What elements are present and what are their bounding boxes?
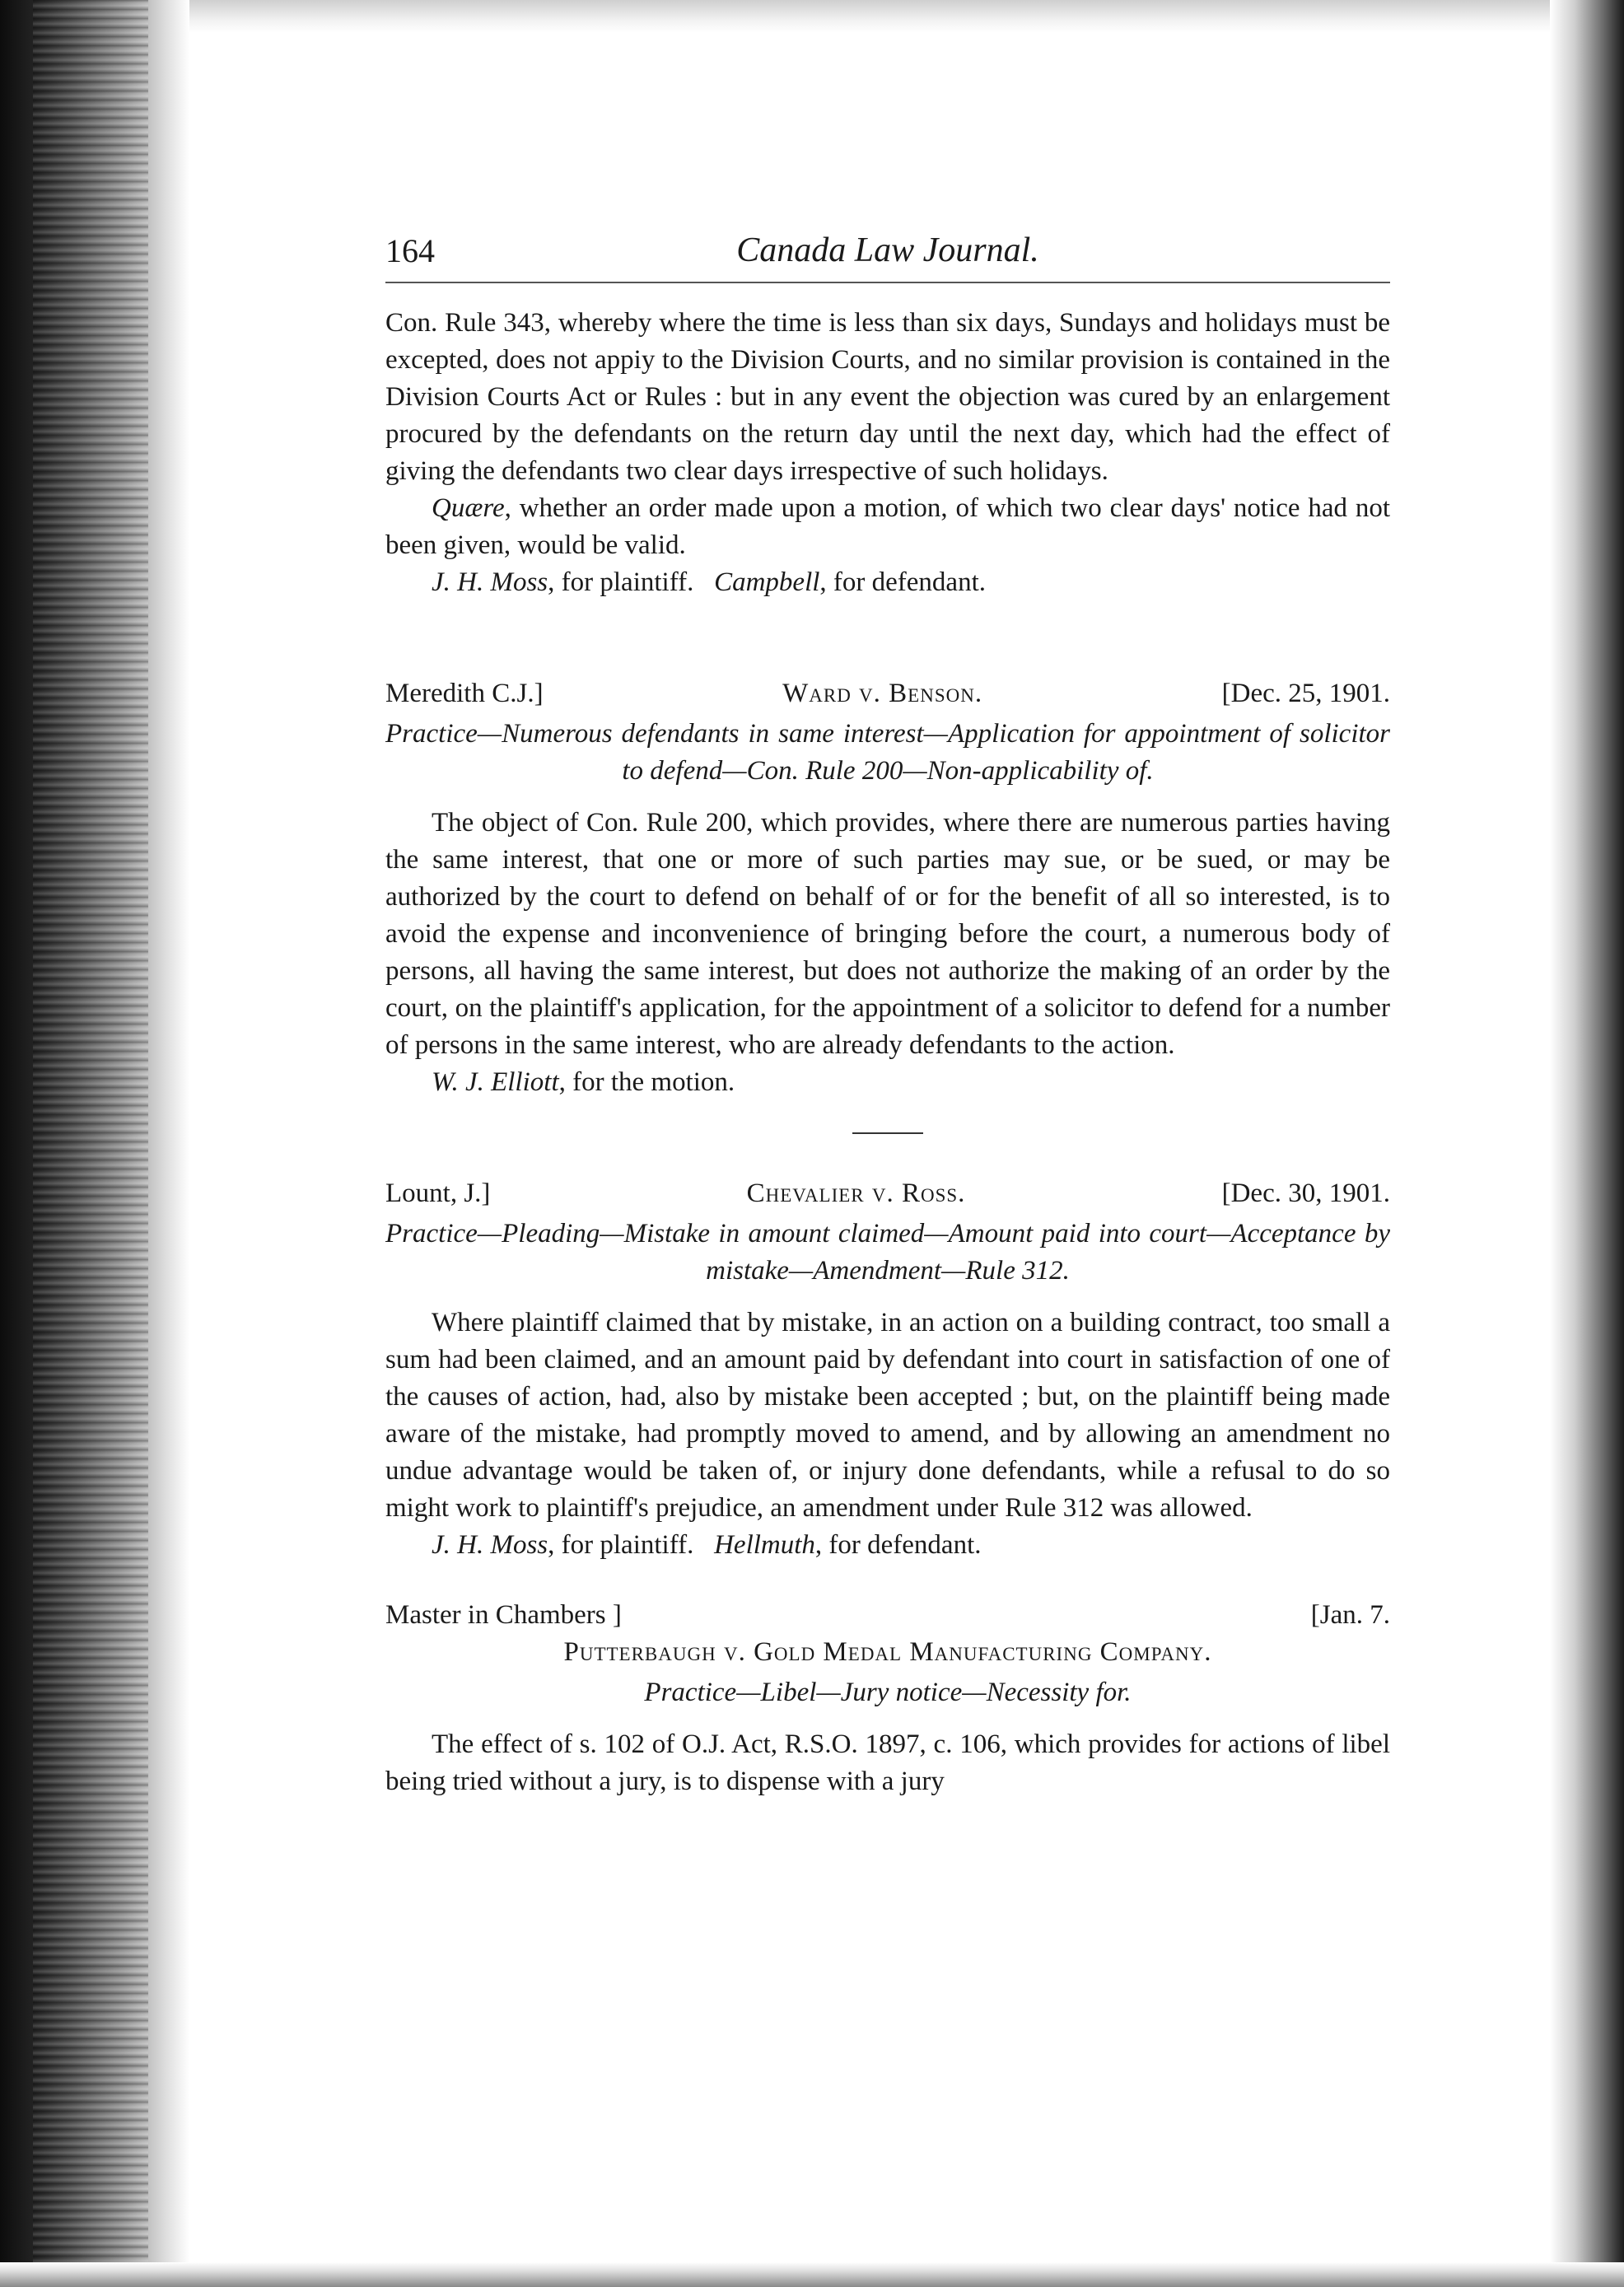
section-gap bbox=[385, 1564, 1390, 1597]
defendant-role: , for defendant. bbox=[819, 567, 986, 597]
counsel-line bbox=[385, 1064, 1390, 1101]
case-body: The object of Con. Rule 200, which provides, where there are numerous parties having the same interest, that one or more of such parties may sue, or be sued, or may be authorized by the court to defend on behalf of or for the benefit of all so interested, is to avoid the expense and inconvenience of bringing before the court, a numerous body of persons, all having the same interest, but does not authorize the making of an order by the court, on the plaintiff's application, for the appointment of a solicitor to defend for a number of persons in the same interest, who are already defendants to the action. bbox=[385, 808, 1390, 1060]
defendant-counsel: Hellmuth bbox=[714, 1530, 815, 1560]
case-heading bbox=[385, 675, 1390, 712]
quaere-paragraph bbox=[385, 490, 1390, 564]
case-date: [Jan. 7. bbox=[1310, 1600, 1390, 1630]
quaere-word: Quære bbox=[432, 493, 505, 523]
journal-page bbox=[385, 232, 1390, 1800]
motion-counsel: W. J. Elliott bbox=[432, 1067, 559, 1097]
journal-title: Canada Law Journal. bbox=[736, 231, 1039, 269]
case-title: Putterbaugh v. Gold Medal Manufacturing Company. bbox=[563, 1637, 1212, 1667]
case-judge: Master in Chambers ] bbox=[385, 1600, 622, 1630]
plaintiff-counsel: J. H. Moss bbox=[432, 1530, 548, 1560]
counsel-line bbox=[385, 1527, 1390, 1564]
running-head bbox=[385, 232, 1390, 282]
case-body: Where plaintiff claimed that by mistake, in an action on a building contract, too small a sum had been claimed, and an amount paid by defendant into court in satisfaction of one of the causes of action, had, also by mistake been accepted ; but, on the plaintiff being made aware of the mistake, had promptly moved to amend, and by allowing an amendment no undue advantage would be taken of, or injury done defendants, while a refusal to do so might work to plaintiff's prejudice, an amendment under Rule 312 was allowed. bbox=[385, 1308, 1390, 1523]
scan-shadow-top bbox=[189, 0, 1624, 33]
case-title: Chevalier v. Ross. bbox=[746, 1179, 966, 1208]
case-chevalier-v-ross bbox=[385, 1175, 1390, 1564]
header-rule bbox=[385, 282, 1390, 283]
case-heading bbox=[385, 1175, 1390, 1212]
case-catchwords: Practice—Libel—Jury notice—Necessity for. bbox=[644, 1678, 1132, 1707]
plaintiff-counsel: J. H. Moss bbox=[432, 567, 548, 597]
motion-role: , for the motion. bbox=[558, 1067, 735, 1097]
defendant-counsel: Campbell bbox=[714, 567, 820, 597]
plaintiff-role: , for plaintiff. bbox=[548, 1530, 694, 1560]
scan-shadow-right bbox=[1550, 0, 1624, 2287]
case-date: [Dec. 30, 1901. bbox=[1221, 1179, 1390, 1208]
plaintiff-role: , for plaintiff. bbox=[548, 567, 694, 597]
quaere-text: , whether an order made upon a motion, of which two clear days' notice had not been given, would be valid. bbox=[385, 493, 1390, 560]
scan-shadow-bottom bbox=[0, 2262, 1624, 2287]
case-continued bbox=[385, 305, 1390, 601]
page-number: 164 bbox=[385, 232, 435, 269]
case-putterbaugh-v-gold-medal bbox=[385, 1597, 1390, 1800]
scan-shadow-left bbox=[0, 0, 189, 2287]
case-catchwords: Practice—Pleading—Mistake in amount claimed—Amount paid into court—Acceptance by mistake—Amendment—Rule 312. bbox=[385, 1219, 1390, 1286]
case-heading bbox=[385, 1597, 1390, 1634]
case-ward-v-benson bbox=[385, 675, 1390, 1101]
section-divider bbox=[852, 1132, 923, 1134]
case-judge: Meredith C.J.] bbox=[385, 679, 544, 708]
case-body: The effect of s. 102 of O.J. Act, R.S.O. 1897, c. 106, which provides for actions of libel being tried without a jury, is to dispense with a jury bbox=[385, 1729, 1390, 1796]
case-catchwords: Practice—Numerous defendants in same interest—Application for appointment of solicitor to defend—Con. Rule 200—Non-applicability of. bbox=[385, 719, 1390, 786]
case-body: Con. Rule 343, whereby where the time is less than six days, Sundays and holidays must be excepted, does not appiy to the Division Courts, and no similar provision is contained in the Division Courts Act or Rules : but in any event the objection was cured by an enlargement procured by the defendants on the return day until the next day, which had the effect of giving the defendants two clear days irrespective of such holidays. bbox=[385, 308, 1390, 486]
case-judge: Lount, J.] bbox=[385, 1179, 491, 1208]
case-title: Ward v. Benson. bbox=[782, 679, 983, 708]
defendant-role: , for defendant. bbox=[814, 1530, 982, 1560]
case-date: [Dec. 25, 1901. bbox=[1221, 679, 1390, 708]
counsel-line bbox=[385, 564, 1390, 601]
